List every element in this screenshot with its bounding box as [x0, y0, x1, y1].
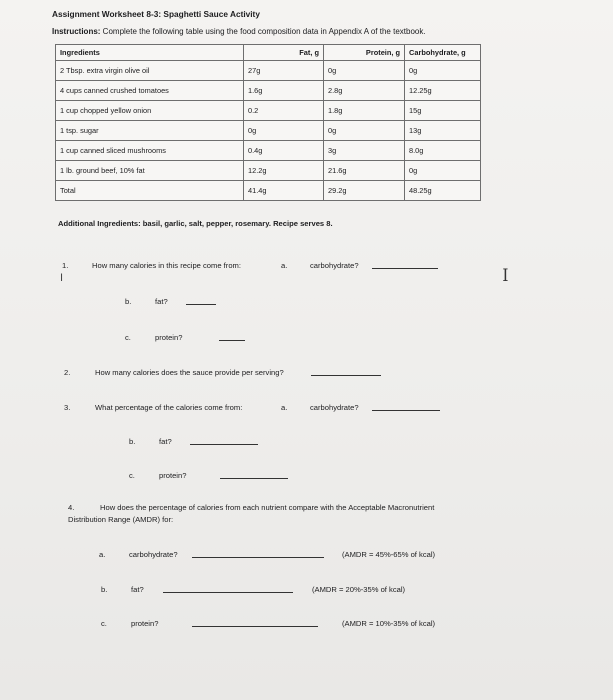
instructions-label: Instructions:: [52, 27, 101, 36]
protein-cell: 1.8g: [324, 101, 405, 121]
additional-ingredients-label: Additional Ingredients:: [58, 219, 141, 228]
total-carbohydrate: 48.25g: [405, 181, 481, 201]
question-4b-label: fat?: [131, 585, 144, 594]
protein-cell: 2.8g: [324, 81, 405, 101]
question-3a-letter: a.: [281, 403, 288, 412]
table-total-row: [56, 181, 481, 201]
carbohydrate-cell: 12.25g: [405, 81, 481, 101]
question-4b-letter: b.: [101, 585, 108, 594]
instructions-text: Complete the following table using the food composition data in Appendix A of the textbook.: [100, 27, 426, 36]
fat-cell: 0.2: [244, 101, 324, 121]
question-3-number: 3.: [64, 403, 71, 412]
ingredient-cell: 1 cup chopped yellow onion: [56, 101, 244, 121]
protein-cell: 0g: [324, 121, 405, 141]
question-4c-label: protein?: [131, 619, 159, 628]
question-3b-letter: b.: [129, 437, 136, 446]
column-header-protein: Protein, g: [324, 45, 405, 61]
question-3-text: What percentage of the calories come from:: [95, 403, 243, 412]
text-cursor-icon: I: [502, 266, 509, 286]
total-fat: 41.4g: [244, 181, 324, 201]
carbohydrate-cell: 13g: [405, 121, 481, 141]
table-row: [56, 61, 481, 81]
ingredient-cell: 1 tsp. sugar: [56, 121, 244, 141]
additional-ingredients-text: basil, garlic, salt, pepper, rosemary. Recipe serves 8.: [140, 219, 333, 228]
protein-cell: 3g: [324, 141, 405, 161]
fat-cell: 12.2g: [244, 161, 324, 181]
answer-4c-line[interactable]: [192, 626, 318, 627]
table-row: [56, 121, 481, 141]
food-composition-table: [55, 44, 481, 201]
answer-3b-line[interactable]: [190, 444, 258, 445]
instructions: [52, 27, 426, 36]
column-header-carbohydrate: Carbohydrate, g: [405, 45, 481, 61]
question-4-text-line1: How does the percentage of calories from each nutrient compare with the Acceptable Macronutrient: [100, 503, 435, 512]
answer-1a-line[interactable]: [372, 268, 438, 269]
carbohydrate-cell: 0g: [405, 61, 481, 81]
column-header-ingredients: Ingredients: [56, 45, 244, 61]
worksheet-title: Assignment Worksheet 8-3: Spaghetti Sauce Activity: [52, 9, 260, 19]
question-1-text: How many calories in this recipe come from:: [92, 261, 241, 270]
question-4a-letter: a.: [99, 550, 106, 559]
table-row: [56, 141, 481, 161]
question-4c-letter: c.: [101, 619, 107, 628]
ingredient-cell: 4 cups canned crushed tomatoes: [56, 81, 244, 101]
table-row: [56, 101, 481, 121]
ingredient-cell: 1 cup canned sliced mushrooms: [56, 141, 244, 161]
question-2-number: 2.: [64, 368, 71, 377]
question-1a-label: carbohydrate?: [310, 261, 359, 270]
answer-2-line[interactable]: [311, 375, 381, 376]
fat-cell: 1.6g: [244, 81, 324, 101]
question-4a-label: carbohydrate?: [129, 550, 178, 559]
protein-cell: 21.6g: [324, 161, 405, 181]
question-1c-letter: c.: [125, 333, 131, 342]
amdr-carbohydrate: (AMDR = 45%-65% of kcal): [342, 550, 436, 559]
question-3c-label: protein?: [159, 471, 187, 480]
additional-ingredients: [58, 219, 333, 228]
fat-cell: 27g: [244, 61, 324, 81]
question-1b-label: fat?: [155, 297, 168, 306]
table-row: [56, 161, 481, 181]
answer-1b-line[interactable]: [186, 304, 216, 305]
question-3c-letter: c.: [129, 471, 135, 480]
question-1a-letter: a.: [281, 261, 288, 270]
question-4-text-line2: Distribution Range (AMDR) for:: [68, 515, 174, 524]
fat-cell: 0g: [244, 121, 324, 141]
table-row: [56, 81, 481, 101]
answer-4b-line[interactable]: [163, 592, 293, 593]
amdr-protein: (AMDR = 10%-35% of kcal): [342, 619, 436, 628]
total-label: Total: [56, 181, 244, 201]
question-1b-letter: b.: [125, 297, 132, 306]
carbohydrate-cell: 0g: [405, 161, 481, 181]
answer-3c-line[interactable]: [220, 478, 288, 479]
carbohydrate-cell: 8.0g: [405, 141, 481, 161]
total-protein: 29.2g: [324, 181, 405, 201]
question-3b-label: fat?: [159, 437, 172, 446]
table-header-row: [56, 45, 481, 61]
answer-3a-line[interactable]: [372, 410, 440, 411]
question-1-number: 1.: [62, 261, 69, 270]
question-4-number: 4.: [68, 503, 75, 512]
question-3a-label: carbohydrate?: [310, 403, 359, 412]
column-header-fat: Fat, g: [244, 45, 324, 61]
answer-1c-line[interactable]: [219, 340, 245, 341]
fat-cell: 0.4g: [244, 141, 324, 161]
ingredient-cell: 1 lb. ground beef, 10% fat: [56, 161, 244, 181]
question-1c-label: protein?: [155, 333, 183, 342]
carbohydrate-cell: 15g: [405, 101, 481, 121]
margin-mark: I: [60, 272, 64, 284]
protein-cell: 0g: [324, 61, 405, 81]
answer-4a-line[interactable]: [192, 557, 324, 558]
ingredient-cell: 2 Tbsp. extra virgin olive oil: [56, 61, 244, 81]
question-2-text: How many calories does the sauce provide per serving?: [95, 368, 284, 377]
amdr-fat: (AMDR = 20%-35% of kcal): [312, 585, 406, 594]
